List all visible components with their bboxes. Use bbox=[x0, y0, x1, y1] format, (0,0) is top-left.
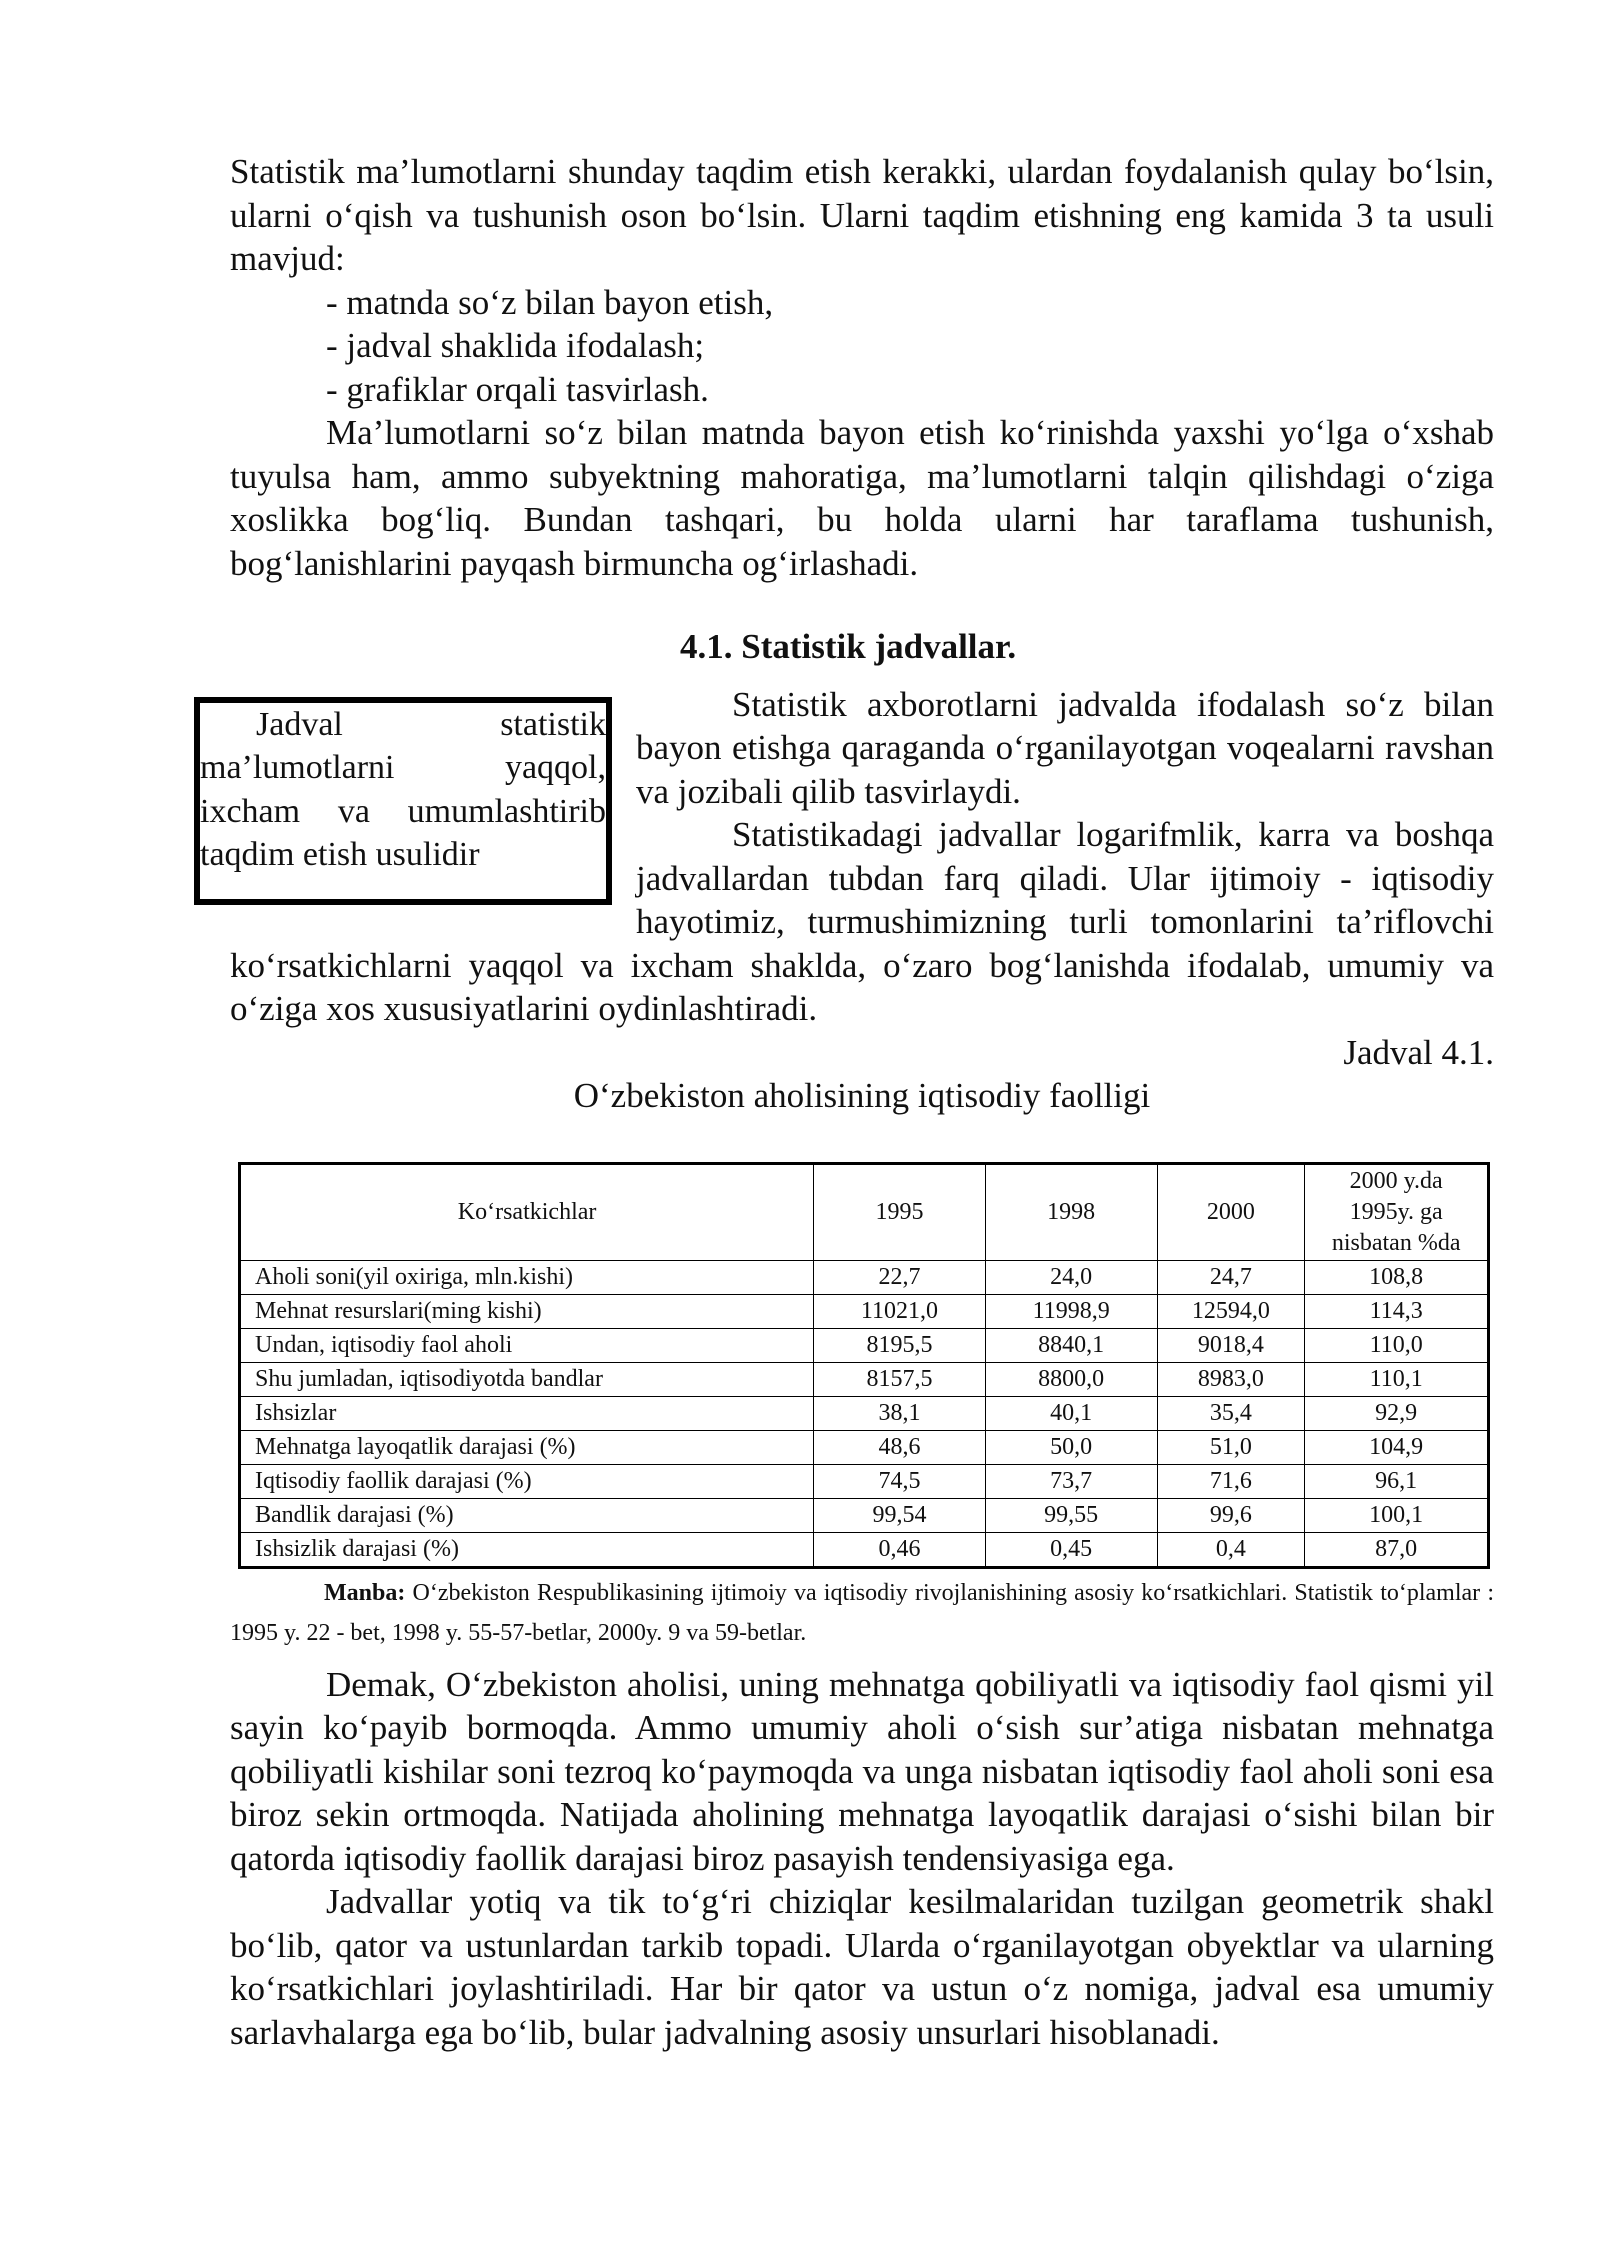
table-row bbox=[240, 1362, 1489, 1396]
table-cell: 100,1 bbox=[1305, 1498, 1489, 1532]
method-list-item: - jadval shaklida ifodalash; bbox=[326, 326, 705, 365]
table-cell: Iqtisodiy faollik darajasi (%) bbox=[240, 1464, 814, 1498]
table-cell: 40,1 bbox=[985, 1396, 1157, 1430]
conclusion-paragraph-2: Jadvallar yotiq va tik to‘g‘ri chiziqlar kesilmalaridan tuzilgan geometrik shakl bo‘lib, qator va ustunlardan tarkib topadi. Ularda o‘rganilayotgan obyektlar va ularning ko‘rsatkichlari joylashtiriladi. Har bir qator va ustun o‘z nomiga, jadval esa umumiy sarlavhalarga ega bo‘lib, bular jadvalning asosiy unsurlari hisoblanadi. bbox=[230, 1882, 1494, 2052]
table-row bbox=[240, 1430, 1489, 1464]
table-cell: 8840,1 bbox=[985, 1328, 1157, 1362]
table-cell: 35,4 bbox=[1157, 1396, 1305, 1430]
table-row bbox=[240, 1396, 1489, 1430]
table-header-cell: 1995 bbox=[814, 1163, 986, 1260]
table-row bbox=[240, 1532, 1489, 1567]
table-row bbox=[240, 1498, 1489, 1532]
table-row bbox=[240, 1260, 1489, 1294]
table-cell: Ishsizlik darajasi (%) bbox=[240, 1532, 814, 1567]
table-cell: Mehnatga layoqatlik darajasi (%) bbox=[240, 1430, 814, 1464]
section-heading: 4.1. Statistik jadvallar. bbox=[680, 627, 1017, 666]
table-cell: 8157,5 bbox=[814, 1362, 986, 1396]
table-cell: 38,1 bbox=[814, 1396, 986, 1430]
table-cell: 48,6 bbox=[814, 1430, 986, 1464]
table-cell: 108,8 bbox=[1305, 1260, 1489, 1294]
definition-text: Jadval statistik ma’lumotlarni yaqqol, ixcham va umumlashtirib taqdim etish usulidir bbox=[200, 705, 606, 873]
table-cell: 24,0 bbox=[985, 1260, 1157, 1294]
table-cell: 73,7 bbox=[985, 1464, 1157, 1498]
definition-callout-box bbox=[194, 697, 612, 905]
table-row bbox=[240, 1328, 1489, 1362]
section-paragraph-1: Statistik axborotlarni jadvalda ifodalash so‘z bilan bayon etishga qaraganda o‘rganilayotgan voqealarni ravshan va jozibali qilib tasvirlaydi. bbox=[636, 684, 1494, 811]
table-body bbox=[240, 1260, 1489, 1567]
table-row bbox=[240, 1294, 1489, 1328]
table-cell: 22,7 bbox=[814, 1260, 986, 1294]
table-title: O‘zbekiston aholisining iqtisodiy faolligi bbox=[573, 1076, 1151, 1115]
table-cell: Aholi soni(yil oxiriga, mln.kishi) bbox=[240, 1260, 814, 1294]
table-cell: 114,3 bbox=[1305, 1294, 1489, 1328]
table-cell: 104,9 bbox=[1305, 1430, 1489, 1464]
table-cell: 74,5 bbox=[814, 1464, 986, 1498]
method-list-item: - grafiklar orqali tasvirlash. bbox=[326, 369, 709, 409]
table-cell: 50,0 bbox=[985, 1430, 1157, 1464]
table-cell: 8800,0 bbox=[985, 1362, 1157, 1396]
section-paragraph-2: Statistikadagi jadvallar logarifmlik, karra va boshqa jadvallardan tubdan farq qiladi. Ular ijtimoiy - iqtisodiy hayotimiz, turmushimizning turli tomonlarini ta’riflovchi ko‘rsatkichlarni yaqqol va ixcham shaklda, o‘zaro bog‘lanishda ifodalab, umumiy va o‘ziga xos xususiyatlarini oydinlashtiradi. bbox=[230, 815, 1494, 1028]
table-cell: Shu jumladan, iqtisodiyotda bandlar bbox=[240, 1362, 814, 1396]
table-cell: 87,0 bbox=[1305, 1532, 1489, 1567]
table-cell: Ishsizlar bbox=[240, 1396, 814, 1430]
table-number: Jadval 4.1. bbox=[1343, 1032, 1494, 1072]
table-header-cell: 2000 bbox=[1157, 1163, 1305, 1260]
table-cell: 9018,4 bbox=[1157, 1328, 1305, 1362]
table-cell: 99,55 bbox=[985, 1498, 1157, 1532]
table-cell: Undan, iqtisodiy faol aholi bbox=[240, 1328, 814, 1362]
table-cell: 0,4 bbox=[1157, 1532, 1305, 1567]
table-cell: 0,45 bbox=[985, 1532, 1157, 1567]
document-page bbox=[200, 150, 1494, 2054]
table-cell: Bandlik darajasi (%) bbox=[240, 1498, 814, 1532]
table-cell: 12594,0 bbox=[1157, 1294, 1305, 1328]
table-row bbox=[240, 1464, 1489, 1498]
table-cell: 71,6 bbox=[1157, 1464, 1305, 1498]
table-cell: 8195,5 bbox=[814, 1328, 986, 1362]
table-header-cell: Ko‘rsatkichlar bbox=[240, 1163, 814, 1260]
table-header-cell: 1998 bbox=[985, 1163, 1157, 1260]
table-cell: 51,0 bbox=[1157, 1430, 1305, 1464]
table-cell: 0,46 bbox=[814, 1532, 986, 1567]
table-cell: 110,1 bbox=[1305, 1362, 1489, 1396]
table-cell: 99,54 bbox=[814, 1498, 986, 1532]
source-label: Manba: bbox=[324, 1579, 406, 1606]
table-cell: 110,0 bbox=[1305, 1328, 1489, 1362]
economic-activity-table bbox=[238, 1162, 1490, 1569]
source-text: O‘zbekiston Respublikasining ijtimoiy va iqtisodiy rivojlanishining asosiy ko‘rsatkichlari. Statistik to‘plamlar : 1995 y. 22 - bet, 1998 y. 55-57-betlar, 2000y. 9 va 59-betlar. bbox=[230, 1579, 1494, 1646]
table-cell: 11998,9 bbox=[985, 1294, 1157, 1328]
method-list-item: - matnda so‘z bilan bayon etish, bbox=[326, 282, 774, 322]
table-cell: 11021,0 bbox=[814, 1294, 986, 1328]
table-cell: 24,7 bbox=[1157, 1260, 1305, 1294]
table-cell: 99,6 bbox=[1157, 1498, 1305, 1532]
table-cell: 96,1 bbox=[1305, 1464, 1489, 1498]
table-header-cell: 2000 y.da 1995y. ga nisbatan %da bbox=[1305, 1163, 1489, 1260]
intro-paragraph-2: Ma’lumotlarni so‘z bilan matnda bayon etish ko‘rinishda yaxshi yo‘lga o‘xshab tuyulsa ham, ammo subyektning mahoratiga, ma’lumotlarni talqin qilishdagi o‘ziga xoslikka bog‘liq. Bundan tashqari, bu holda ularni har taraflama tushunish, bog‘lanishlarini payqash birmuncha og‘irlashadi. bbox=[230, 413, 1494, 583]
intro-paragraph: Statistik ma’lumotlarni shunday taqdim etish kerakki, ulardan foydalanish qulay bo‘lsin, ularni o‘qish va tushunish oson bo‘lsin. Ularni taqdim etishning eng kamida 3 ta usuli mavjud: bbox=[230, 152, 1494, 278]
table-cell: 92,9 bbox=[1305, 1396, 1489, 1430]
table-cell: Mehnat resurslari(ming kishi) bbox=[240, 1294, 814, 1328]
table-header-row bbox=[240, 1163, 1489, 1260]
table-source-note bbox=[230, 1573, 1494, 1653]
conclusion-paragraph-1: Demak, O‘zbekiston aholisi, uning mehnatga qobiliyatli va iqtisodiy faol qismi yil sayin ko‘payib bormoqda. Ammo umumiy aholi o‘sish sur’atiga nisbatan mehnatga qobiliyatli kishilar soni tezroq ko‘paymoqda va unga nisbatan iqtisodiy faol aholi soni esa biroz sekin ortmoqda. Natijada aholining mehnatga layoqatlik darajasi o‘sishi bilan bir qatorda iqtisodiy faollik darajasi biroz pasayish tendensiyasiga ega. bbox=[230, 1664, 1494, 1878]
table-cell: 8983,0 bbox=[1157, 1362, 1305, 1396]
section-body bbox=[200, 683, 1494, 1031]
